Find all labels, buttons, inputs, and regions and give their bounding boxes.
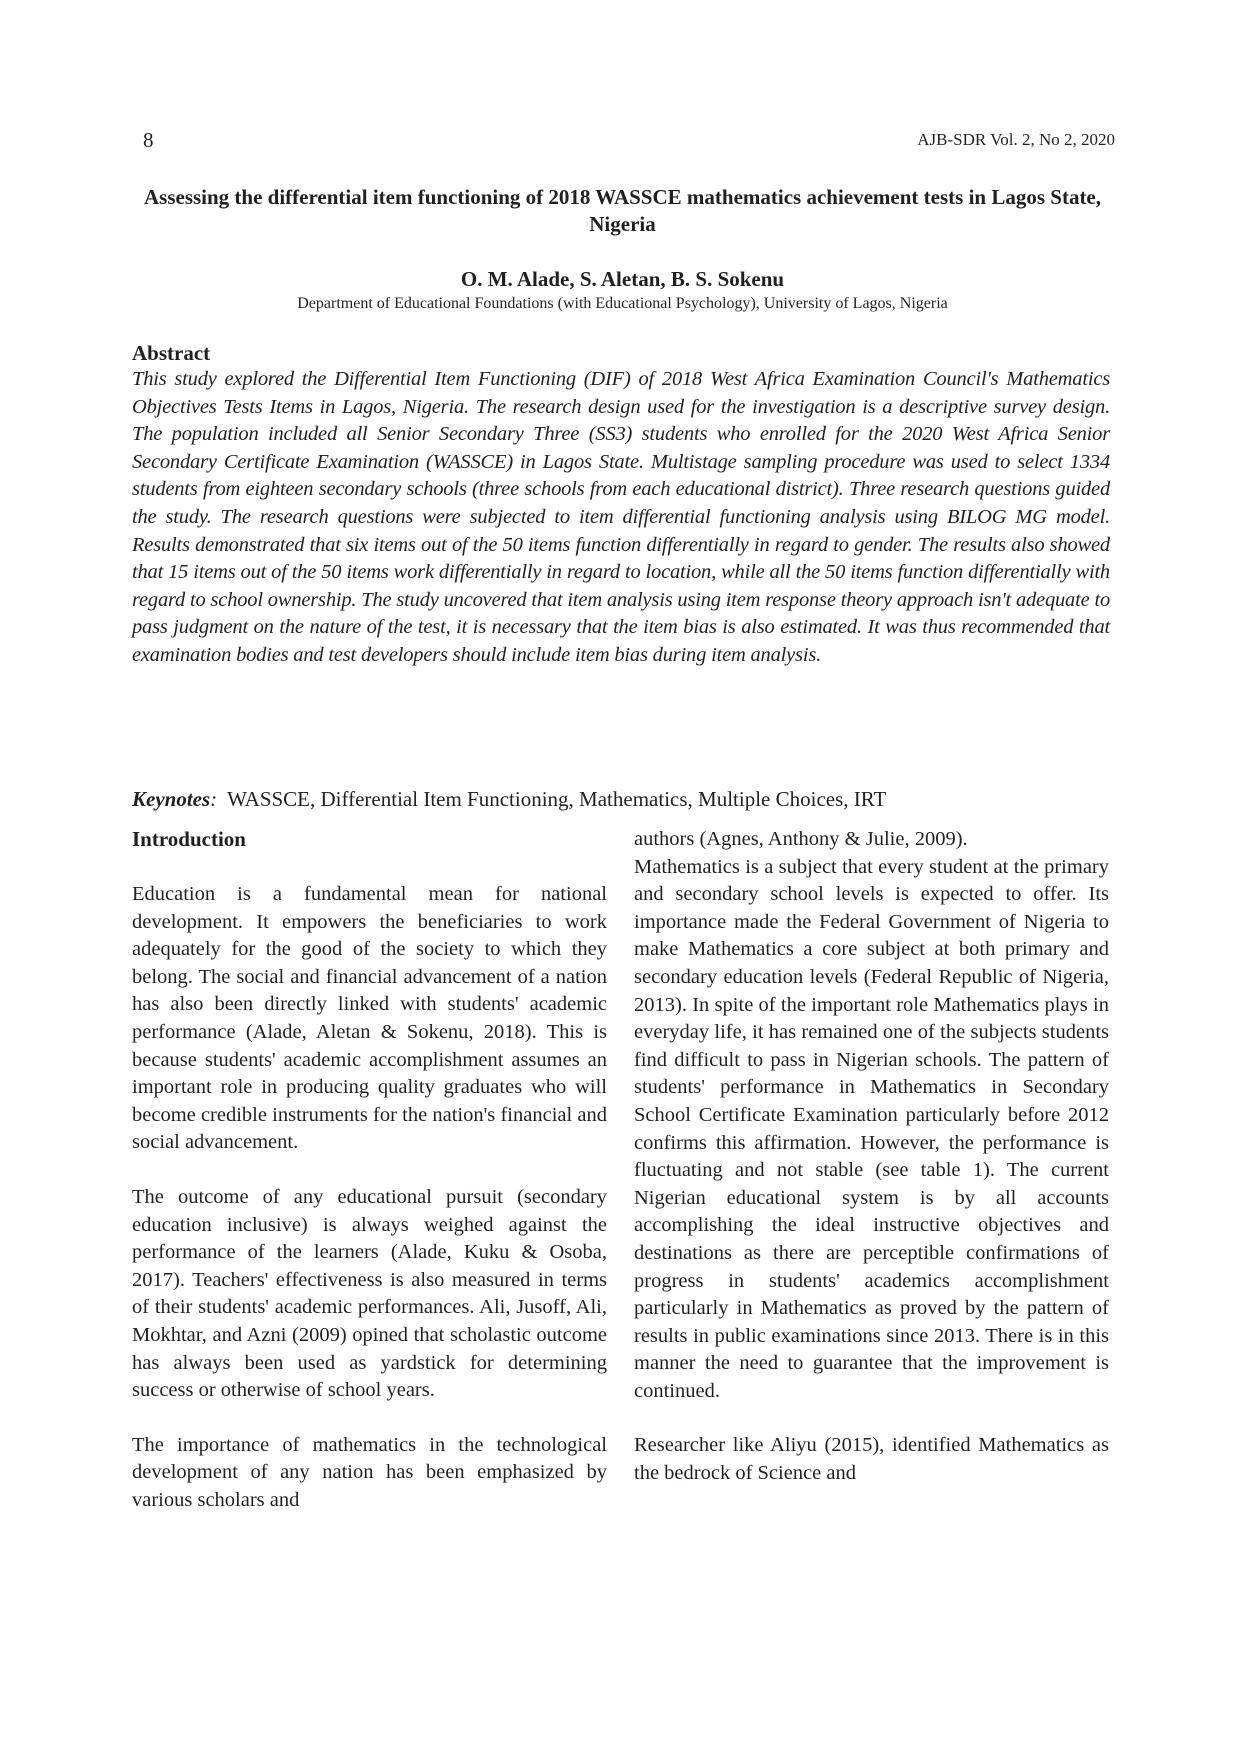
article-authors: O. M. Alade, S. Aletan, B. S. Sokenu	[460, 267, 785, 291]
page-number: 8	[143, 128, 154, 152]
paragraph: Mathematics is a subject that every student at the primary and secondary school levels is expected to offer. Its importance made the Federal Government of Nigeria to make Mathematics a core subject at both primary and secondary education levels (Federal Republic of Nigeria, 2013). In spite of the important role Mathematics plays in everyday life, it has remained one of the subjects students find difficult to pass in Nigerian schools. The pattern of students' performance in Mathematics in Secondary School Certificate Examination particularly before 2012 confirms this affirmation. However, the performance is fluctuating and not stable (see table 1). The current Nigerian educational system is by all accounts accomplishing the ideal instructive objectives and destinations as there are perceptible confirmations of progress in students' academics accomplishment particularly in Mathematics as proved by the pattern of results in public examinations since 2013. There is in this manner the need to guarantee that the improvement is continued.	[634, 855, 1109, 1402]
paragraph: The outcome of any educational pursuit (secondary education inclusive) is always weighed against the performance of the learners (Alade, Kuku & Osoba, 2017). Teachers' effectiveness is also measured in terms of their students' academic performances. Ali, Jusoff, Ali, Mokhtar, and Azni (2009) opined that scholastic outcome has always been used as yardstick for determining success or otherwise of school years.	[132, 1185, 607, 1402]
paragraph: Education is a fundamental mean for national development. It empowers the beneficiaries to work adequately for the good of the society to which they belong. The social and financial advancement of a nation has also been directly linked with students' academic performance (Alade, Aletan & Sokenu, 2018). This is because students' academic accomplishment assumes an important role in producing quality graduates who will become credible instruments for the nation's financial and social advancement.	[132, 883, 607, 1154]
introduction-heading: Introduction	[132, 827, 246, 851]
abstract-body: This study explored the Differential Item Functioning (DIF) of 2018 West Africa Examination Council's Mathematics Objectives Tests Items in Lagos, Nigeria. The research design used for the investigation is a descriptive survey design. The population included all Senior Secondary Three (SS3) students who enrolled for the 2020 West Africa Senior Secondary Certificate Examination (WASSCE) in Lagos State. Multistage sampling procedure was used to select 1334 students from eighteen secondary schools (three schools from each educational district). Three research questions guided the study. The research questions were subjected to item differential functioning analysis using BILOG MG model. Results demonstrated that six items out of the 50 items function differentially in regard to gender. The results also showed that 15 items out of the 50 items work differentially in regard to location, while all the 50 items function differentially with regard to school ownership. The study uncovered that item analysis using item response theory approach isn't adequate to pass judgment on the nature of the test, it is necessary that the item bias is also estimated. It was thus recommended that examination bodies and test developers should include item bias during item analysis.	[132, 368, 1110, 666]
journal-running-head: AJB-SDR Vol. 2, No 2, 2020	[917, 130, 1115, 149]
author-affiliation: Department of Educational Foundations (with Educational Psychology), University of Lagos, Nigeria	[297, 295, 948, 312]
keynotes-terms: WASSCE, Differential Item Functioning, Mathematics, Multiple Choices, IRT	[227, 787, 887, 811]
left-column	[132, 826, 607, 1514]
keynotes-label: Keynotes	[132, 787, 211, 811]
article-title: Assessing the differential item functioning of 2018 WASSCE mathematics achievement tests in Lagos State, Nigeria	[143, 185, 1102, 236]
abstract-heading: Abstract	[132, 341, 211, 365]
keynotes	[132, 787, 886, 812]
right-column	[634, 826, 1109, 1488]
paragraph: Researcher like Aliyu (2015), identified Mathematics as the bedrock of Science and	[634, 1434, 1109, 1485]
keynotes-colon: :	[210, 787, 218, 811]
paragraph: The importance of mathematics in the technological development of any nation has been emphasized by various scholars and	[132, 1433, 607, 1511]
paragraph: authors (Agnes, Anthony & Julie, 2009).	[634, 828, 968, 850]
